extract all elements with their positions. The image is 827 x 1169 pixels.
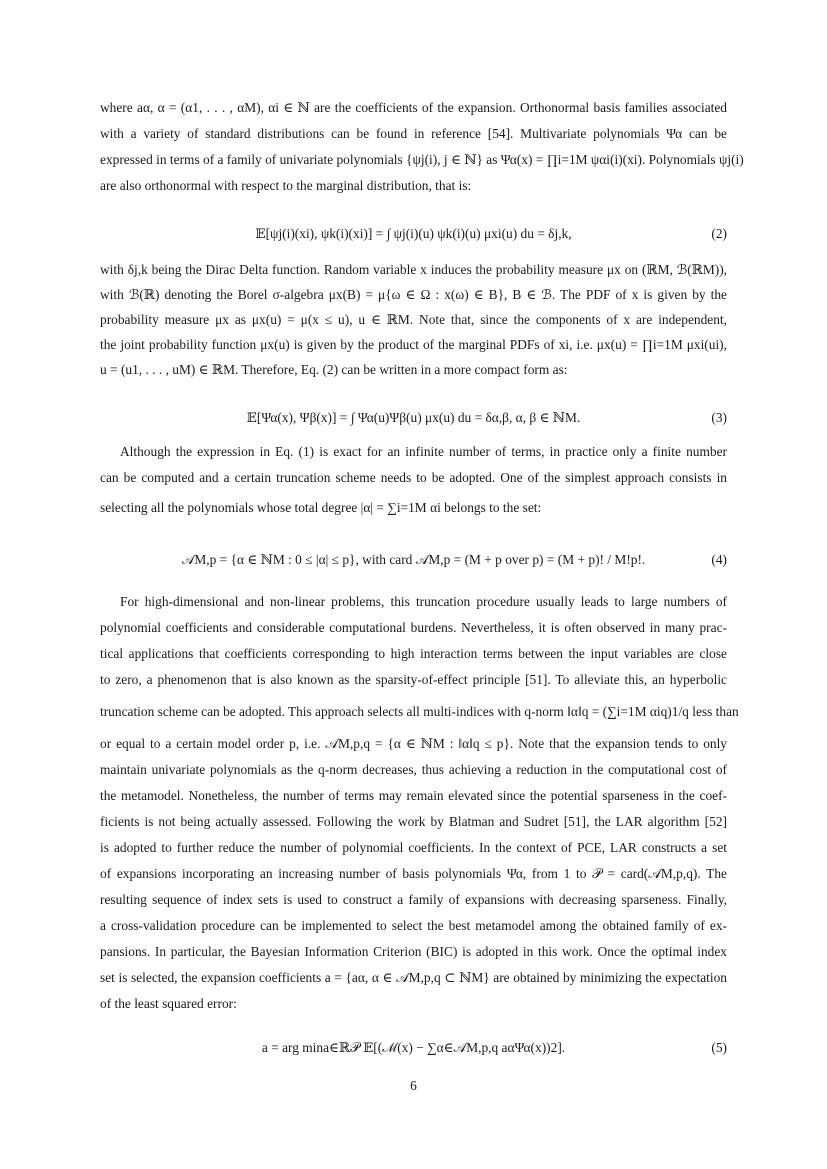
text-line: maintain univariate polynomials as the q-norm decreases, thus achieving a reduction in the computational cost of	[100, 762, 727, 777]
text-line: the metamodel. Nonetheless, the number of terms may remain elevated since the potential sparseness in the coef-	[100, 788, 727, 803]
text-line: set is selected, the expansion coefficients a = {aα, α ∈ 𝒜M,p,q ⊂ ℕM} are obtained by minimizing the expectation	[100, 970, 727, 985]
text-line: ficients is not being actually assessed. Following the work by Blatman and Sudret [51], the LAR algorithm [52]	[100, 814, 727, 829]
text-line: to zero, a phenomenon that is also known as the sparsity-of-effect principle [51]. To alleviate this, an hyperbolic	[100, 672, 727, 687]
equation-body: a = arg mina∈ℝ𝒫 𝔼[(ℳ(x) − ∑α∈𝒜M,p,q aαΨα(x))2].	[261, 1040, 566, 1055]
text-line: For high-dimensional and non-linear problems, this truncation procedure usually leads to large numbers of	[120, 594, 727, 609]
text-line: of the least squared error:	[100, 996, 237, 1011]
equation-4	[100, 540, 727, 580]
text-line: pansions. In particular, the Bayesian Information Criterion (BIC) is adopted in this work. Once the optimal index	[100, 944, 727, 959]
text-line: with δj,k being the Dirac Delta function. Random variable x induces the probability measure μx on (ℝM, ℬ(ℝM)),	[100, 262, 727, 277]
text-line: where aα, α = (α1, . . . , αM), αi ∈ ℕ are the coefficients of the expansion. Orthonormal basis families associated	[100, 100, 727, 115]
equation-3	[100, 398, 727, 438]
text-line: selecting all the polynomials whose total degree |α| = ∑i=1M αi belongs to the set:	[100, 500, 542, 515]
text-line: Although the expression in Eq. (1) is exact for an infinite number of terms, in practice only a finite number	[120, 444, 727, 459]
equation-5	[100, 1028, 727, 1068]
text-line: u = (u1, . . . , uM) ∈ ℝM. Therefore, Eq. (2) can be written in a more compact form as:	[100, 362, 568, 377]
text-line: with ℬ(ℝ) denoting the Borel σ-algebra μx(B) = μ{ω ∈ Ω : x(ω) ∈ B}, B ∈ ℬ. The PDF of x is given by the	[100, 287, 727, 302]
text-line: can be computed and a certain truncation scheme needs to be adopted. One of the simplest approach consists in	[100, 470, 727, 485]
equation-number: (4)	[711, 552, 727, 567]
page-number: 6	[410, 1078, 417, 1093]
text-line: a cross-validation procedure can be implemented to select the best metamodel among the obtained family of ex-	[100, 918, 727, 933]
text-line: tical applications that coefficients corresponding to high interaction terms between the input variables are close	[100, 646, 727, 661]
text-line: probability measure μx as μx(u) = μ(x ≤ u), u ∈ ℝM. Note that, since the components of x are independent,	[100, 312, 727, 327]
equation-2	[100, 214, 727, 254]
text-line: expressed in terms of a family of univariate polynomials {ψj(i), j ∈ ℕ} as Ψα(x) = ∏i=1M ψαi(i)(xi). Polynomials ψj(i)	[100, 152, 744, 167]
equation-body: 𝔼[ψj(i)(xi), ψk(i)(xi)] = ∫ ψj(i)(u) ψk(i)(u) μxi(u) du = δj,k,	[255, 226, 572, 241]
text-line: of expansions incorporating an increasing number of basis polynomials Ψα, from 1 to 𝒫 = card(𝒜M,p,q). The	[100, 866, 727, 881]
text-line: the joint probability function μx(u) is given by the product of the marginal PDFs of xi, i.e. μx(u) = ∏i=1M μxi(ui),	[100, 337, 727, 352]
text-line: is adopted to further reduce the number of polynomial coefficients. In the context of PCE, LAR constructs a set	[100, 840, 727, 855]
equation-number: (3)	[711, 410, 727, 425]
text-line: polynomial coefficients and considerable computational burdens. Nevertheless, it is often observed in many prac-	[100, 620, 727, 635]
equation-body: 𝒜M,p = {α ∈ ℕM : 0 ≤ |α| ≤ p}, with card 𝒜M,p = (M + p over p) = (M + p)! / M!p!.	[181, 552, 646, 567]
equation-number: (5)	[711, 1040, 727, 1055]
text-line: resulting sequence of index sets is used to construct a family of expansions with decreasing sparseness. Finally,	[100, 892, 727, 907]
text-line: truncation scheme can be adopted. This approach selects all multi-indices with q-norm ‖α‖q = (∑i=1M αiq)1/q less than	[100, 704, 739, 719]
equation-number: (2)	[711, 226, 727, 241]
text-line: with a variety of standard distributions can be found in reference [54]. Multivariate polynomials Ψα can be	[100, 126, 727, 141]
text-line: are also orthonormal with respect to the marginal distribution, that is:	[100, 178, 472, 193]
equation-body: 𝔼[Ψα(x), Ψβ(x)] = ∫ Ψα(u)Ψβ(u) μx(u) du = δα,β, α, β ∈ ℕM.	[246, 410, 581, 425]
text-line: or equal to a certain model order p, i.e. 𝒜M,p,q = {α ∈ ℕM : ‖α‖q ≤ p}. Note that the expansion tends to only	[100, 736, 727, 751]
